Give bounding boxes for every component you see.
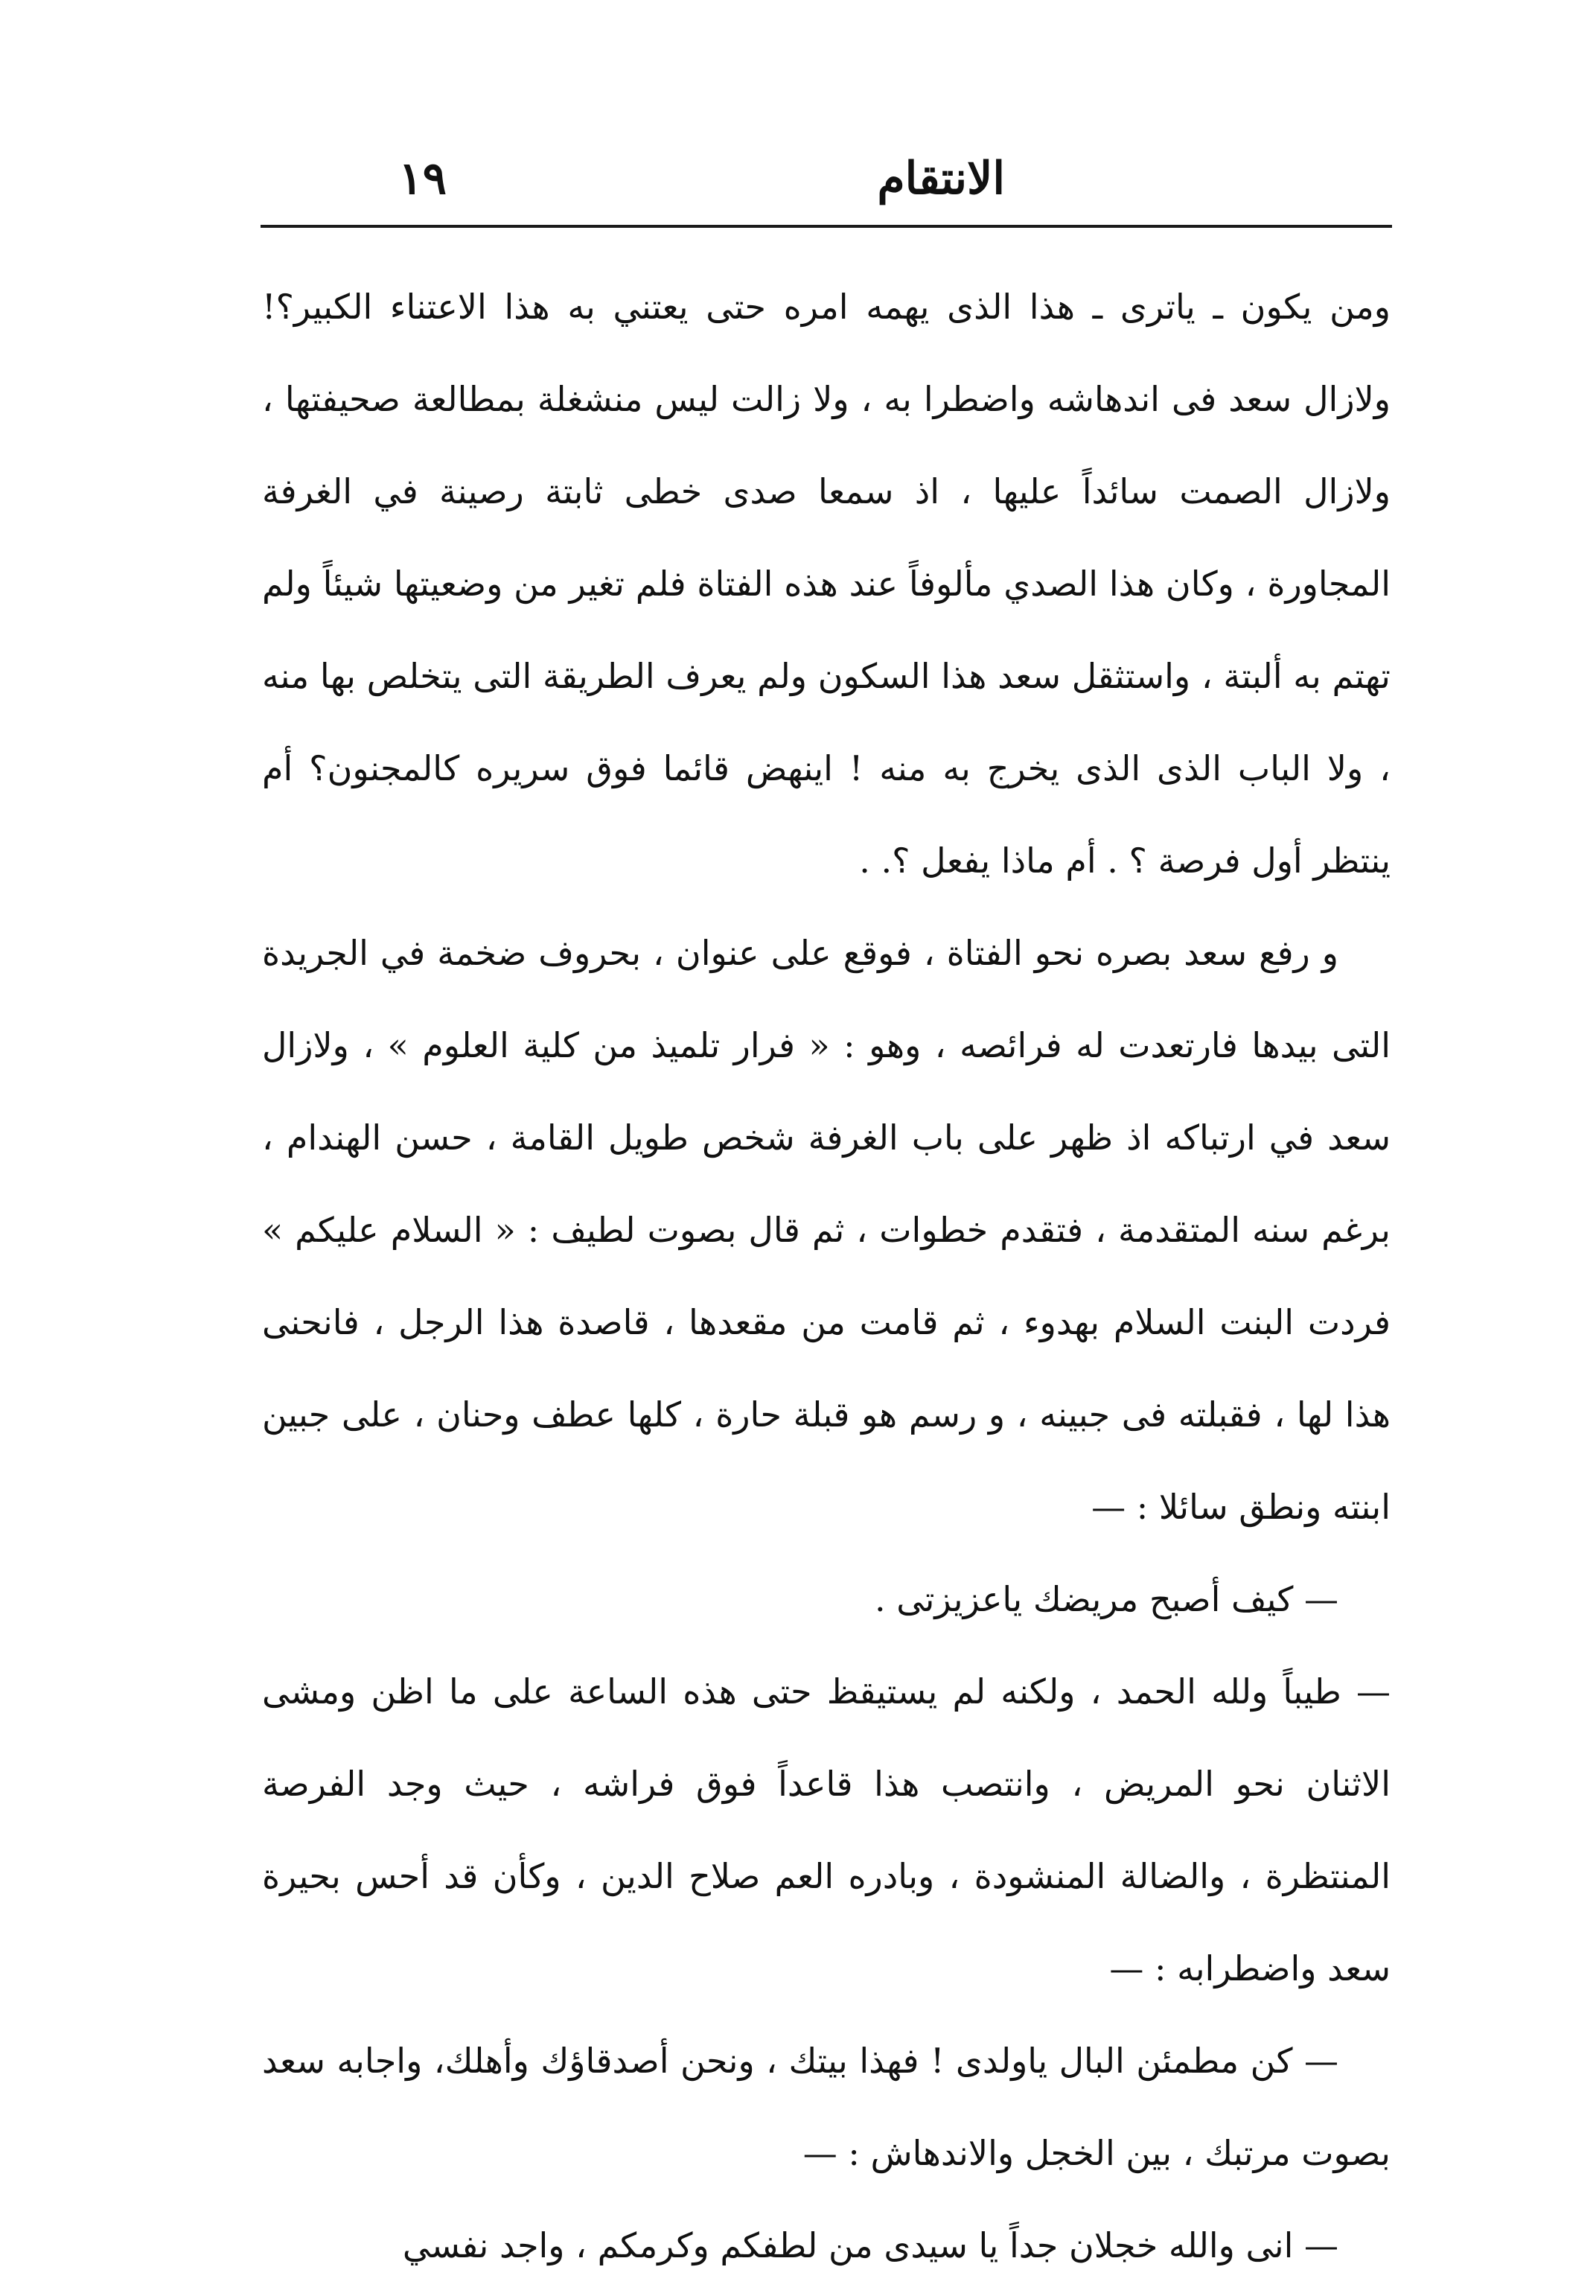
dialogue-line: — طيباً ولله الحمد ، ولكنه لم يستيقظ حتى هذه الساعة على ما اظن ومشى الاثنان نحو المريض ، وانتصب هذا قاعداً فوق فراشه ، حيث وجد الفرصة المنتظرة ، والضالة المنشودة ، وبادره العم صلاح الدين ، وكأن قد أحس بحيرة سعد واضطرابه : — (262, 1671, 1391, 1989)
running-title: الانتقام (877, 153, 1005, 205)
header-divider (261, 225, 1392, 228)
page-header (261, 141, 1392, 223)
body-text (262, 261, 1391, 2292)
page-number: ١٩ (398, 153, 447, 205)
dialogue-line: — كن مطمئن البال ياولدى ! فهذا بيتك ، ونحن أصدقاؤك وأهلك، واجابه سعد بصوت مرتبك ، بين الخجل والاندهاش : — (262, 2041, 1391, 2173)
dialogue-line: — انى والله خجلان جداً يا سيدى من لطفكم وكرمكم ، واجد نفسي (402, 2225, 1338, 2265)
paragraph: و رفع سعد بصره نحو الفتاة ، فوقع على عنوان ، بحروف ضخمة في الجريدة التى بيدها فارتعدت له فرائصه ، وهو : « فرار تلميذ من كلية العلوم » ، ولازال سعد في ارتباكه اذ ظهر على باب الغرفة شخص طويل القامة ، حسن الهندام ، برغم سنه المتقدمة ، فتقدم خطوات ، ثم قال بصوت لطيف : « السلام عليكم » فردت البنت السلام بهدوء ، ثم قامت من مقعدها ، قاصدة هذا الرجل ، فانحنى هذا لها ، فقبلته فى جبينه ، و رسم هو قبلة حارة ، كلها عطف وحنان ، على جبين ابنته ونطق سائلا : — (262, 933, 1391, 1527)
dialogue-line: — كيف أصبح مريضك ياعزيزتى . (875, 1579, 1338, 1619)
paragraph: ومن يكون ـ ياترى ـ هذا الذى يهمه امره حتى يعتني به هذا الاعتناء الكبير؟! ولازال سعد فى اندهاشه واضطرا به ، ولا زالت ليس منشغلة بمطالعة صحيفتها ، ولازال الصمت سائداً عليها ، اذ سمعا صدى خطى ثابتة رصينة في الغرفة المجاورة ، وكان هذا الصدي مألوفاً عند هذه الفتاة فلم تغير من وضعيتها شيئاً ولم تهتم به ألبتة ، واستثقل سعد هذا السكون ولم يعرف الطريقة التى يتخلص بها منه ، ولا الباب الذى الذى يخرج به منه ! اينهض قائما فوق سريره كالمجنون؟ أم ينتظر أول فرصة ؟ . أم ماذا يفعل ؟. . (262, 287, 1391, 881)
